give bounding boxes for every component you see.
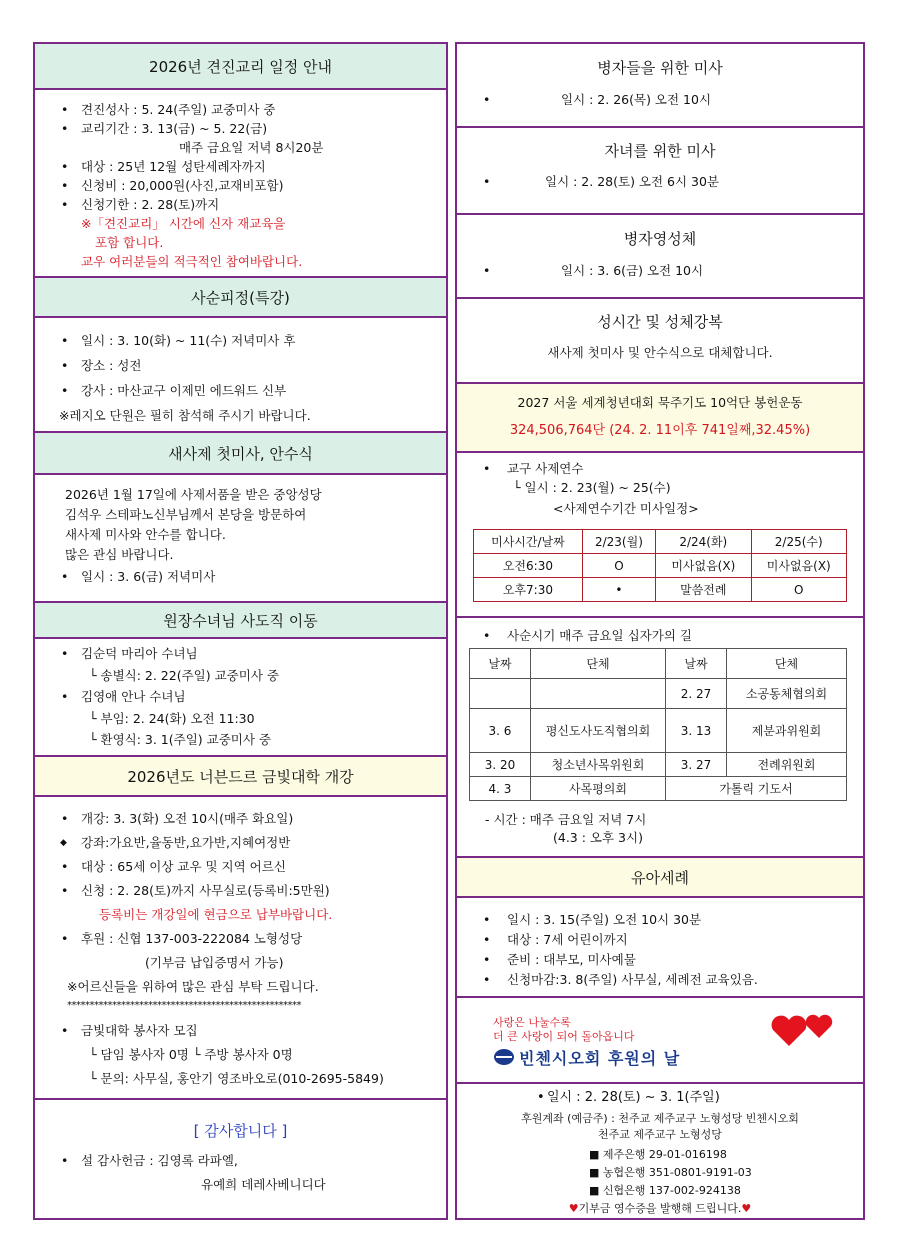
table-cell: 3. 6 <box>470 709 531 753</box>
table-cell: O <box>582 554 655 578</box>
list-item: • 장소 : 성전 <box>35 353 446 378</box>
bank-item: ■ 신협은행 137-002-924138 <box>589 1184 741 1197</box>
sub-item: └ 일시 : 2. 23(월) ~ 25(수) <box>513 480 671 495</box>
table-cell: • <box>582 578 655 602</box>
table-cell: O <box>751 578 846 602</box>
text-line: 2026년 1월 17일에 사제서품을 받은 중앙성당 <box>65 487 322 502</box>
banner-line1: 사랑은 나눌수록 <box>493 1016 571 1029</box>
sub-item: └ 문의: 사무실, 홍안기 영조바오로(010-2695-5849) <box>89 1071 384 1086</box>
thanks-section <box>35 1098 446 1218</box>
list-item: • 설 감사헌금 : 김영록 라파엘, <box>35 1149 446 1173</box>
sister-transfer-section <box>35 601 446 755</box>
table-cell: 가톨릭 기도서 <box>666 777 847 801</box>
list-item: • 김영애 안나 수녀님 <box>35 686 446 708</box>
confirmation-section <box>35 44 446 276</box>
holy-hour-text: 새사제 첫미사 및 안수식으로 대체합니다. <box>547 345 773 360</box>
list-item: • 교구 사제연수 <box>457 459 863 478</box>
new-priest-title: 새사제 첫미사, 안수식 <box>35 433 446 475</box>
note-line: 포함 합니다. <box>95 235 164 250</box>
list-item: • 개강: 3. 3(화) 오전 10시(매주 화요일) <box>35 807 446 831</box>
account-line2: 천주교 제주교구 노형성당 <box>598 1128 722 1141</box>
account-line1: 후원계좌 (예금주) : 천주교 제주교구 노형성당 빈첸시오회 <box>521 1112 799 1125</box>
list-item: • 김순덕 마리아 수녀님 <box>35 643 446 665</box>
infant-baptism-section <box>457 856 863 996</box>
table-header: 2/23(월) <box>582 530 655 554</box>
priest-training-section <box>457 451 863 616</box>
infant-baptism-title: 유아세례 <box>457 858 863 898</box>
table-cell <box>470 679 531 709</box>
list-item: • 일시 : 3. 15(주일) 오전 10시 30분 <box>457 910 863 930</box>
list-item: • 교리기간 : 3. 13(금) ~ 5. 22(금) <box>35 119 446 138</box>
sick-communion-section <box>457 213 863 297</box>
sick-mass-title: 병자들을 위한 미사 <box>457 44 863 90</box>
list-item: • 신청기한 : 2. 28(토)까지 <box>35 195 446 214</box>
table-header: 2/24(화) <box>656 530 751 554</box>
divider-stars: **************************************************** <box>67 1000 301 1011</box>
note-line: 교우 여러분들의 적극적인 참여바랍니다. <box>81 254 303 269</box>
table-caption: <사제연수기간 미사일정> <box>553 501 699 516</box>
hearts-icon <box>769 1012 839 1050</box>
bank-item: ■ 농협은행 351-0801-9191-03 <box>589 1166 752 1179</box>
table-row <box>470 679 847 709</box>
children-mass-title: 자녀를 위한 미사 <box>457 128 863 172</box>
stations-table <box>469 648 847 801</box>
table-cell: 오후7:30 <box>474 578 583 602</box>
table-cell: 3. 27 <box>666 753 727 777</box>
heart-icon: ♥ <box>741 1202 752 1215</box>
table-row <box>474 578 847 602</box>
time-line: (4.3 : 오후 3시) <box>553 830 643 845</box>
table-header: 2/25(수) <box>751 530 846 554</box>
sub-item: └ 환영식: 3. 1(주일) 교중미사 중 <box>89 732 271 747</box>
golden-college-title: 2026년도 너븐드르 금빛대학 개강 <box>35 757 446 797</box>
sub-item: (기부금 납입증명서 가능) <box>145 955 284 970</box>
table-header: 단체 <box>531 649 666 679</box>
retreat-title: 사순피정(특강) <box>35 278 446 318</box>
table-cell: 말씀전례 <box>656 578 751 602</box>
table-cell: 평신도사도직협의회 <box>531 709 666 753</box>
sister-transfer-title: 원장수녀님 사도직 이동 <box>35 603 446 639</box>
holy-hour-title: 성시간 및 성체강복 <box>457 299 863 343</box>
stations-of-cross-section <box>457 616 863 856</box>
list-item: ◆ 강좌:가요반,율동반,요가반,지혜여정반 <box>35 831 446 855</box>
sub-item: └ 송별식: 2. 22(주일) 교중미사 중 <box>89 667 279 683</box>
list-item: • 일시 : 3. 6(금) 오전 10시 <box>457 261 863 280</box>
list-item-cont: 유예희 데레사베니디다 <box>201 1177 326 1192</box>
table-row <box>470 709 847 753</box>
list-item: • 신청비 : 20,000원(사진,교재비포함) <box>35 176 446 195</box>
table-cell: 소공동체협의회 <box>727 679 847 709</box>
table-cell: 2. 27 <box>666 679 727 709</box>
lent-retreat-section <box>35 276 446 431</box>
table-cell: 청소년사목위원회 <box>531 753 666 777</box>
note-line: ※레지오 단원은 필히 참석해 주시기 바랍니다. <box>59 408 311 423</box>
table-header: 미사시간/날짜 <box>474 530 583 554</box>
table-row <box>474 554 847 578</box>
sick-mass-section <box>457 44 863 126</box>
table-cell: 미사없음(X) <box>656 554 751 578</box>
sick-communion-title: 병자영성체 <box>457 215 863 261</box>
red-note: 등록비는 개강일에 현금으로 납부바랍니다. <box>99 907 333 922</box>
left-column <box>33 42 448 1220</box>
list-item: • 일시 : 2. 26(목) 오전 10시 <box>457 90 863 109</box>
holy-hour-section <box>457 297 863 382</box>
heart-icon: ♥ <box>568 1202 579 1215</box>
table-cell: 미사없음(X) <box>751 554 846 578</box>
confirmation-title: 2026년 견진교리 일정 안내 <box>35 44 446 90</box>
vincent-logo-icon <box>493 1048 515 1066</box>
list-item: • 금빛대학 봉사자 모집 <box>35 1019 446 1043</box>
table-header: 날짜 <box>666 649 727 679</box>
sub-item: └ 부임: 2. 24(화) 오전 11:30 <box>89 710 255 726</box>
table-cell: 전례위원회 <box>727 753 847 777</box>
list-item: • 일시 : 3. 10(화) ~ 11(수) 저녁미사 후 <box>35 328 446 353</box>
list-item: • 대상 : 7세 어린이까지 <box>457 930 863 950</box>
list-item: • 일시 : 3. 6(금) 저녁미사 <box>35 567 446 586</box>
sub-item: └ 담임 봉사자 0명 └ 주방 봉사자 0명 <box>89 1047 293 1062</box>
table-header: 단체 <box>727 649 847 679</box>
table-cell: 제분과위원회 <box>727 709 847 753</box>
bank-item: ■ 제주은행 29-01-016198 <box>589 1148 727 1161</box>
list-item: • 견진성사 : 5. 24(주일) 교중미사 중 <box>35 100 446 119</box>
note-line: ※어르신들을 위하여 많은 관심 부탁 드립니다. <box>67 979 319 994</box>
table-cell: 사목평의회 <box>531 777 666 801</box>
note-line: ※「견진교리」 시간에 신자 재교육을 <box>81 216 286 231</box>
list-item: • 일시 : 2. 28(토) 오전 6시 30분 <box>457 172 863 191</box>
vincent-banner <box>481 1012 843 1072</box>
banner-line2: 더 큰 사랑이 되어 돌아옵니다 <box>493 1030 635 1043</box>
banner-title: 빈첸시오회 후원의 날 <box>519 1049 681 1068</box>
right-column <box>455 42 865 1220</box>
list-item: • 일시 : 2. 28(토) ~ 3. 1(주일) <box>511 1088 720 1107</box>
golden-college-section <box>35 755 446 1098</box>
list-item: • 강사 : 마산교구 이제민 에드워드 신부 <box>35 378 446 403</box>
table-cell: 3. 20 <box>470 753 531 777</box>
table-cell: 오전6:30 <box>474 554 583 578</box>
children-mass-section <box>457 126 863 213</box>
table-row <box>470 777 847 801</box>
new-priest-section <box>35 431 446 601</box>
text-line: 많은 관심 바랍니다. <box>65 547 174 562</box>
mass-schedule-table <box>473 529 847 602</box>
table-header: 날짜 <box>470 649 531 679</box>
rosary-line1: 2027 서울 세계청년대회 묵주기도 10억단 봉헌운동 <box>517 395 803 410</box>
thanks-title: [ 감사합니다 ] <box>193 1122 288 1140</box>
bank-list <box>589 1146 752 1200</box>
rosary-line2: 324,506,764단 (24. 2. 11이후 741일째,32.45%) <box>509 423 811 438</box>
list-item: • 사순시기 매주 금요일 십자가의 길 <box>457 626 863 645</box>
text-line: 새사제 미사와 안수를 합니다. <box>65 527 226 542</box>
list-item: • 신청마감:3. 8(주일) 사무실, 세례전 교육있음. <box>457 970 863 990</box>
table-cell: 3. 13 <box>666 709 727 753</box>
table-row <box>470 753 847 777</box>
table-cell: 4. 3 <box>470 777 531 801</box>
list-item: • 후원 : 신협 137-003-222084 노형성당 <box>35 927 446 951</box>
rosary-campaign-section <box>457 382 863 451</box>
list-item: • 신청 : 2. 28(토)까지 사무실로(등록비:5만원) <box>35 879 446 903</box>
list-item: • 준비 : 대부모, 미사예물 <box>457 950 863 970</box>
receipt-note: ♥기부금 영수증을 발행해 드립니다.♥ <box>568 1202 752 1215</box>
time-line: - 시간 : 매주 금요일 저녁 7시 <box>485 812 647 827</box>
text-line: 김석우 스테파노신부님께서 본당을 방문하여 <box>65 507 307 522</box>
list-item: • 대상 : 65세 이상 교우 및 지역 어르신 <box>35 855 446 879</box>
vincent-section <box>457 996 863 1218</box>
table-cell <box>531 679 666 709</box>
list-item: • 대상 : 25년 12월 성탄세례자까지 <box>35 157 446 176</box>
schedule-sub: 매주 금요일 저녁 8시20분 <box>179 140 324 155</box>
